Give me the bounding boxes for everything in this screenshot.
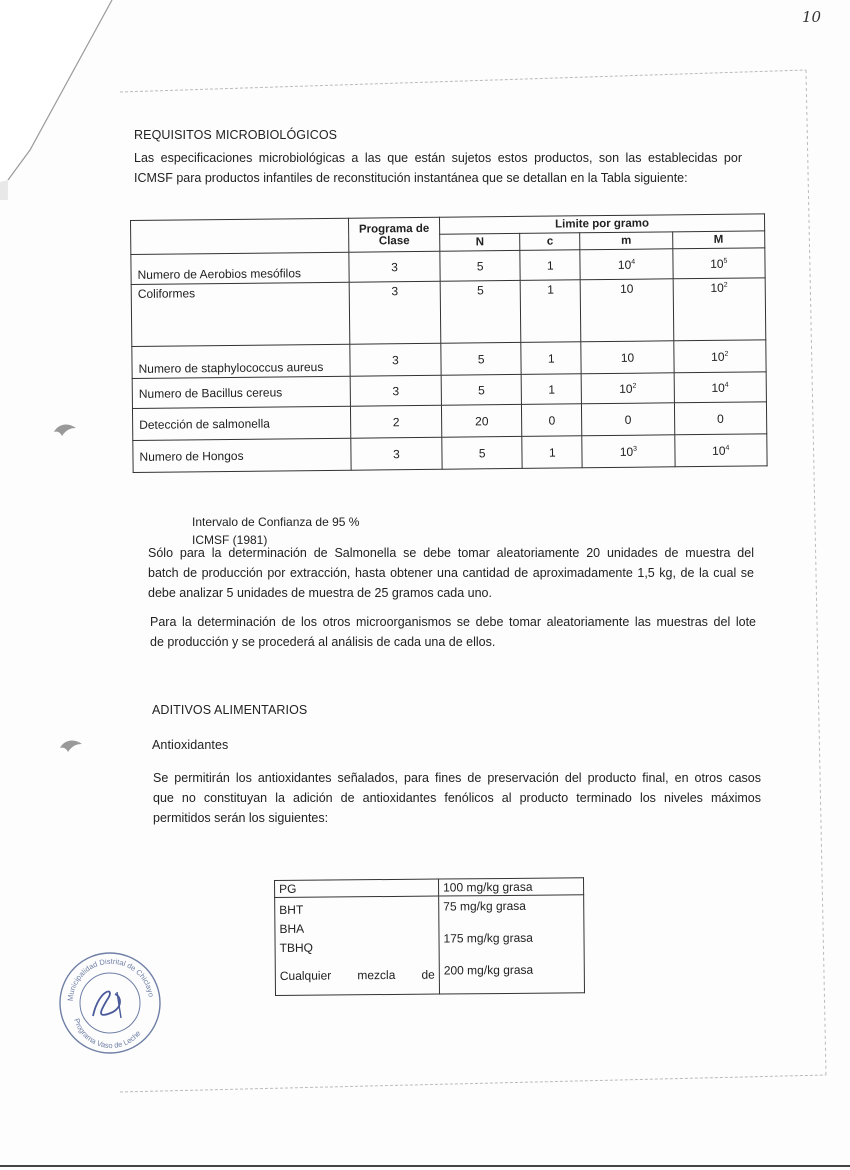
sub-header-M: M [672, 231, 765, 249]
program-value: 3 [349, 251, 440, 282]
antioxidant-limit: 200 mg/kg grasa [443, 962, 534, 978]
c-value: 1 [520, 280, 581, 343]
stamp-top-text: Municipalidad Distrital de Chiclayo [65, 956, 156, 1002]
antioxidants-line-3: permitidos serán los siguientes: [153, 811, 329, 825]
program-value: 2 [350, 405, 441, 438]
municipal-stamp [55, 948, 165, 1058]
limit-header: Limite por gramo [439, 214, 764, 234]
n-value: 5 [440, 250, 521, 281]
subheading-antioxidants: Antioxidantes [152, 738, 229, 752]
antioxidant-limits [439, 895, 585, 994]
m-value: 0 [582, 403, 675, 436]
antioxidant-limit: 75 mg/kg grasa [443, 898, 527, 914]
confidence-note: Intervalo de Confianza de 95 % [192, 515, 360, 529]
antioxidant-name: PG [275, 879, 439, 897]
M-value: $10^2$ [673, 278, 766, 341]
source-note: ICMSF (1981) [192, 533, 268, 547]
organism-name: Detección de salmonella [132, 406, 350, 440]
M-value: $10^4$ [674, 434, 767, 467]
intro-text: Las especificaciones microbiológicas a las que están sujetos estos productos, son las establecidas por ICMSF para productos infantiles de reconstitución instantánea que se detallan en la Tabla siguiente: [134, 151, 742, 185]
n-value: 5 [440, 280, 521, 343]
m-value: $10^3$ [582, 435, 675, 468]
M-value: $10^4$ [674, 372, 767, 403]
m-value: $10^2$ [581, 373, 674, 404]
binder-hole-mark-icon [52, 422, 78, 438]
program-value: 3 [351, 437, 442, 470]
program-value: 3 [350, 343, 441, 376]
stamp-bottom-text: Programa Vaso de Leche [72, 1017, 143, 1051]
organism-name: Numero de staphylococcus aureus [132, 344, 350, 378]
n-value: 5 [441, 374, 522, 405]
other-microorganisms-paragraph [150, 612, 756, 652]
m-value: 10 [581, 279, 674, 342]
antioxidants-line-2: que no constituyan la adición de antioxidantes fenólicos al producto terminado los niveles máximos [153, 791, 761, 805]
table-row [131, 278, 766, 347]
m-value: $10^4$ [580, 249, 673, 280]
table-row [133, 434, 767, 473]
other-line-1: Para la determinación de los otros microorganismos se debe tomar aleatoriamente las muestras del lote [150, 615, 756, 629]
organism-name: Numero de Hongos [133, 438, 351, 472]
other-line-2: de producción y se procederá al análisis de cada una de ellos. [150, 635, 496, 649]
antioxidants-paragraph [153, 768, 761, 828]
antioxidant-name: TBHQ [279, 940, 313, 955]
n-value: 20 [441, 404, 522, 437]
antioxidant-limit: 100 mg/kg grasa [438, 878, 583, 896]
salmonella-paragraph [148, 543, 754, 603]
sub-header-N: N [440, 233, 521, 251]
antioxidant-name: BHA [279, 921, 305, 936]
m-value: 10 [581, 341, 674, 374]
M-value: 0 [674, 402, 767, 435]
c-value: 1 [521, 342, 581, 375]
antioxidant-names [275, 896, 440, 995]
antioxidants-table [274, 877, 585, 996]
M-value: $10^2$ [673, 340, 766, 373]
organism-name: Numero de Aerobios mesófilos [131, 252, 349, 284]
c-value: 1 [521, 374, 581, 405]
sub-header-m: m [580, 232, 672, 250]
organism-name: Coliformes [131, 282, 350, 346]
antioxidant-name: BHT [279, 902, 304, 917]
salmonella-line-1: Sólo para la determinación de Salmonella se debe tomar aleatoriamente 20 unidades de muestra del [148, 546, 754, 560]
table-row [275, 895, 585, 996]
section-heading-additives: ADITIVOS ALIMENTARIOS [152, 703, 308, 717]
n-value: 5 [442, 436, 523, 469]
salmonella-line-3: debe analizar 5 unidades de muestra de 25 gramos cada uno. [148, 586, 492, 600]
intro-paragraph [134, 148, 742, 188]
M-value: $10^5$ [672, 248, 765, 279]
organism-name: Numero de Bacillus cereus [132, 376, 350, 408]
antioxidants-line-1: Se permitirán los antioxidantes señalados, para fines de preservación del producto final, en otros casos [153, 771, 761, 785]
mixture-label: Cualquier mezcla de [279, 967, 435, 983]
program-value: 3 [349, 281, 441, 344]
section-heading-microbiological: REQUISITOS MICROBIOLÓGICOS [134, 128, 338, 142]
antioxidant-limit: 175 mg/kg grasa [443, 930, 533, 946]
sub-header-c: c [520, 233, 580, 251]
program-header: Programa de Clase [348, 217, 439, 252]
program-value: 3 [350, 375, 441, 406]
c-value: 0 [522, 404, 582, 437]
salmonella-line-2: batch de producción por extracción, hasta obtener una cantidad de aproximadamente 1,5 kg, de la cual se [148, 566, 754, 580]
binder-hole-mark-icon [58, 738, 84, 754]
microbiological-table [130, 213, 768, 473]
c-value: 1 [522, 436, 582, 469]
n-value: 5 [441, 342, 522, 375]
page-number: 10 [802, 8, 822, 26]
c-value: 1 [520, 250, 580, 281]
table-corner-cell [131, 218, 349, 254]
